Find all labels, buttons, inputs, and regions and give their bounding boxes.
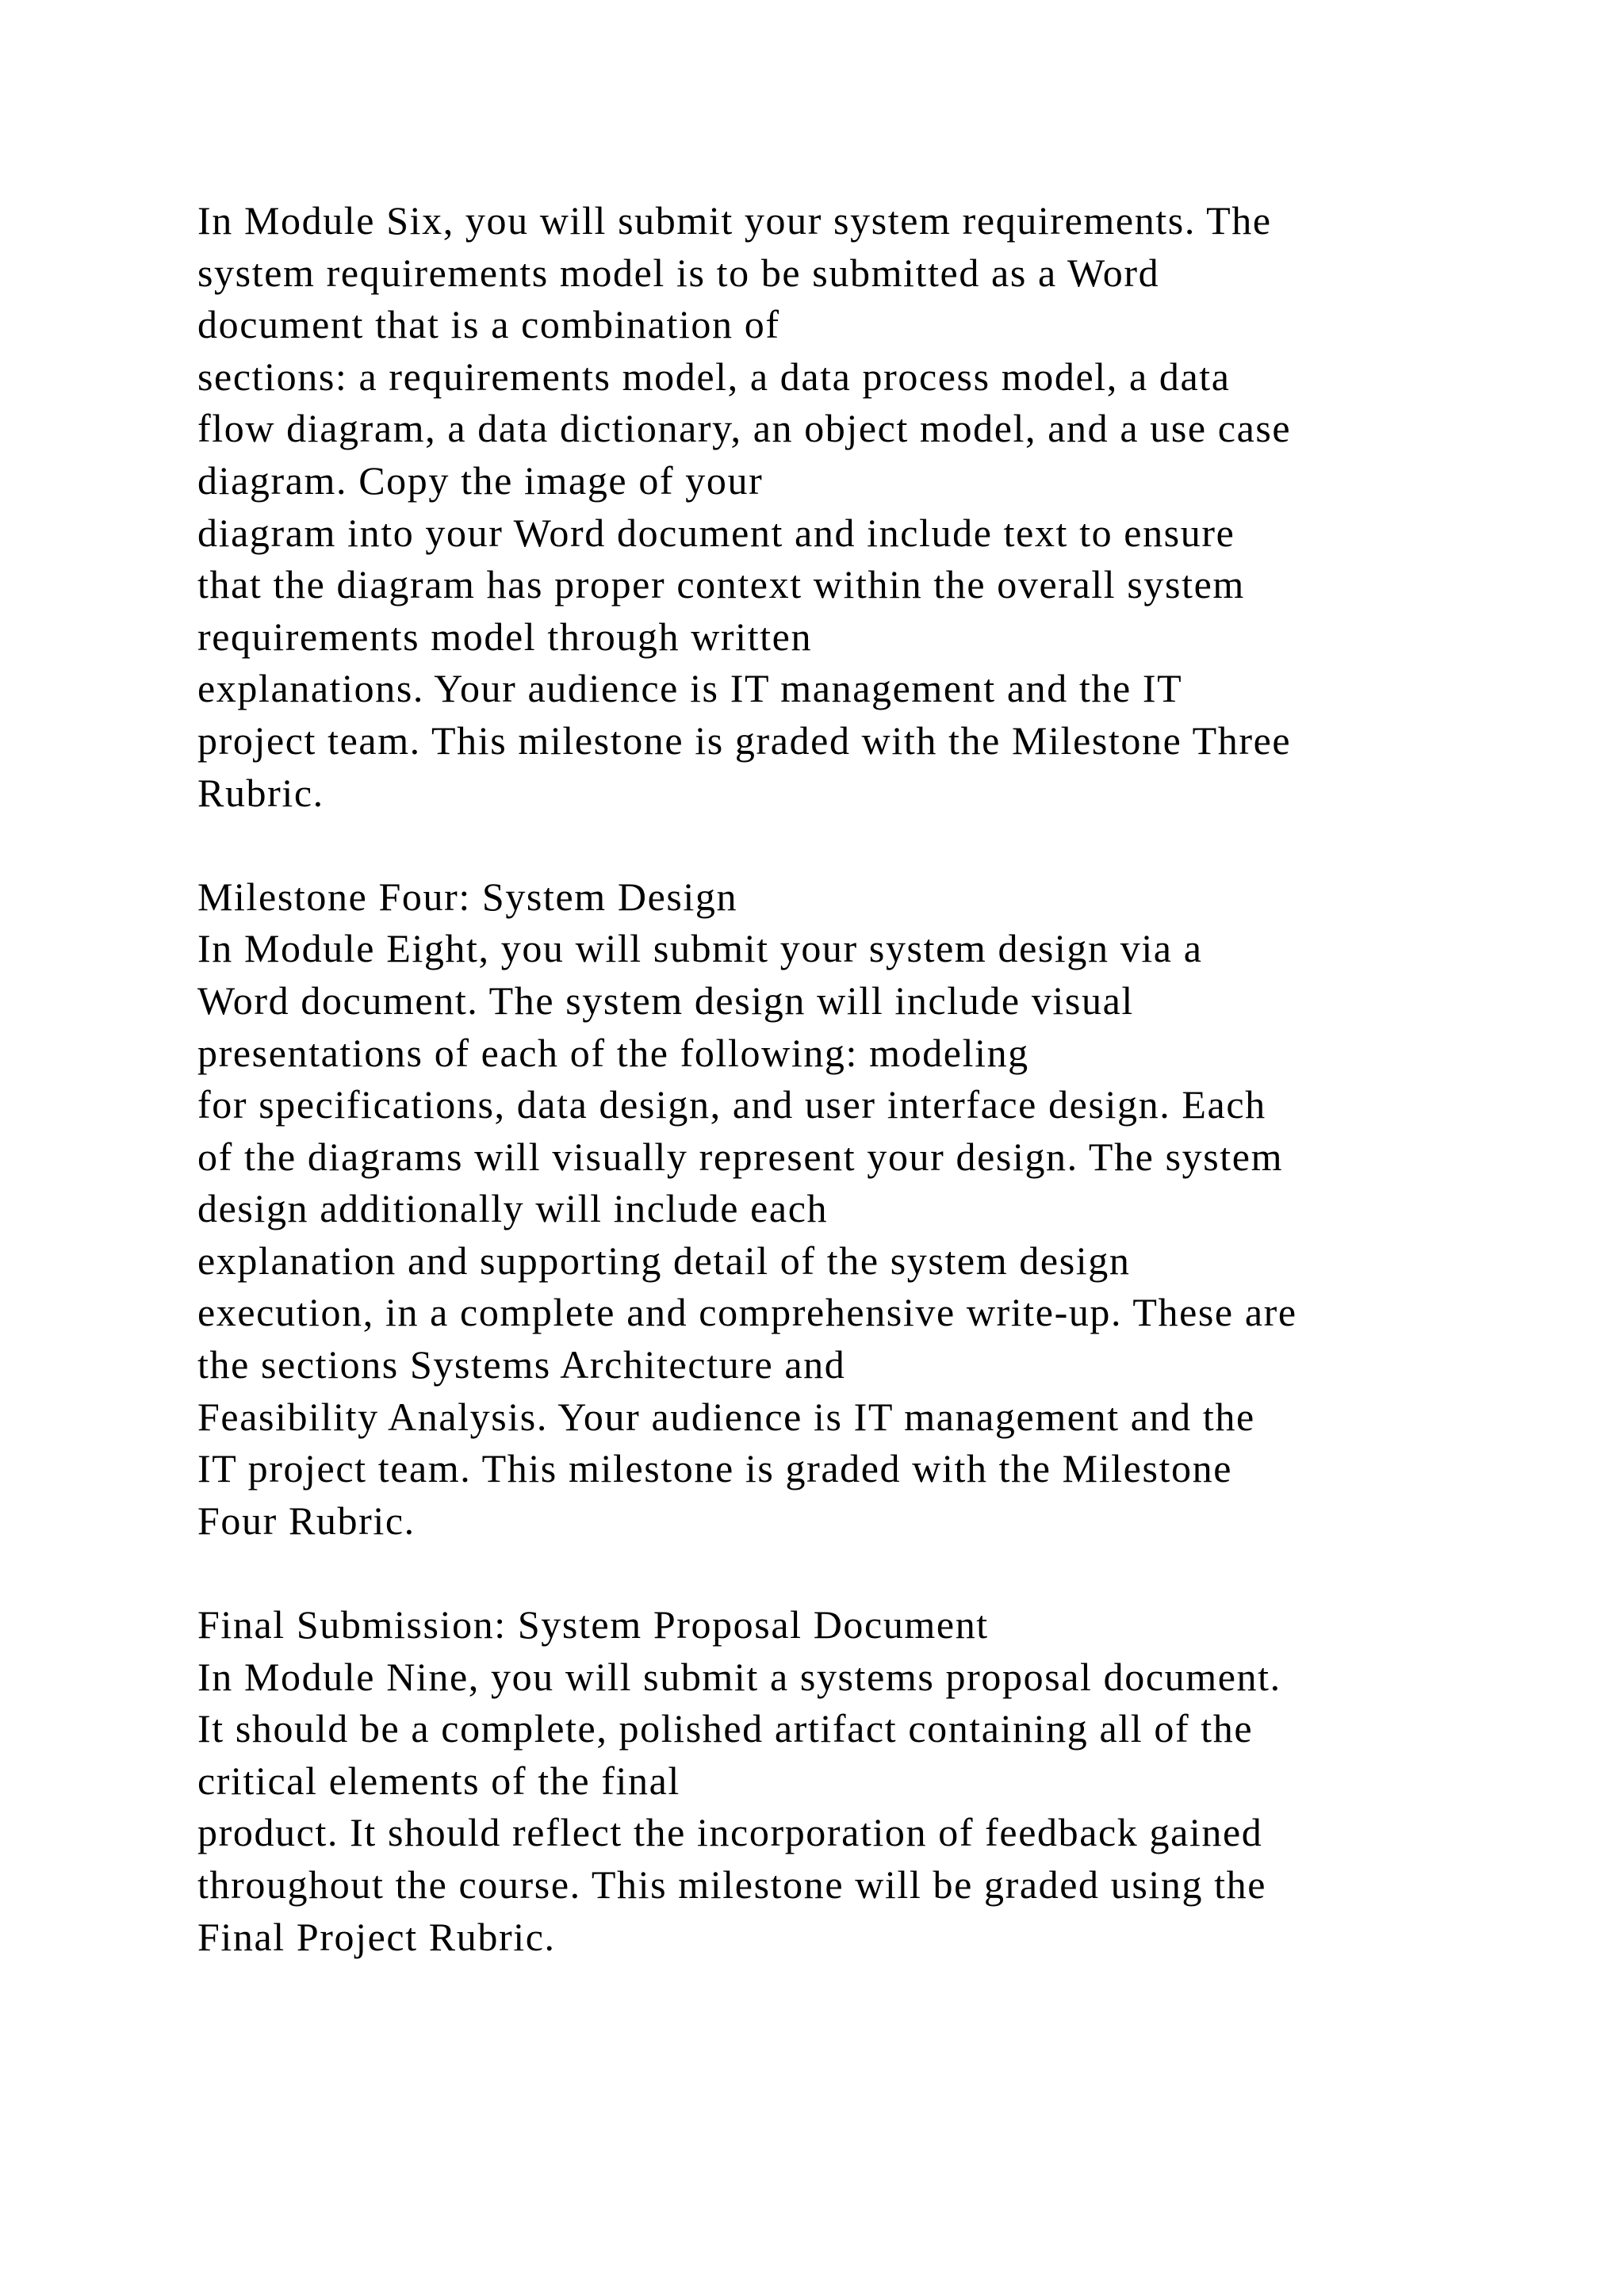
text-line: project team. This milestone is graded with the Milestone Three (197, 718, 1292, 763)
text-line: of the diagrams will visually represent your design. The system (197, 1134, 1284, 1179)
text-line: flow diagram, a data dictionary, an object model, and a use case (197, 406, 1292, 451)
text-line: execution, in a complete and comprehensive write-up. These are (197, 1290, 1297, 1335)
text-line: Final Project Rubric. (197, 1914, 556, 1959)
paragraph-spacer (197, 1547, 1561, 1599)
text-line: diagram into your Word document and include text to ensure (197, 510, 1235, 555)
text-line: system requirements model is to be submitted as a Word (197, 250, 1160, 295)
text-line: In Module Eight, you will submit your system design via a (197, 926, 1203, 971)
text-line: that the diagram has proper context within the overall system (197, 562, 1245, 607)
paragraph-final-submission (197, 1599, 1561, 1963)
text-line: In Module Six, you will submit your system requirements. The (197, 198, 1272, 243)
text-line: It should be a complete, polished artifact containing all of the (197, 1706, 1254, 1751)
text-line: Four Rubric. (197, 1498, 416, 1543)
section-heading: Milestone Four: System Design (197, 874, 738, 919)
section-heading: Final Submission: System Proposal Document (197, 1602, 989, 1647)
text-line: sections: a requirements model, a data process model, a data (197, 354, 1231, 399)
text-line: product. It should reflect the incorporation of feedback gained (197, 1810, 1263, 1855)
text-line: presentations of each of the following: modeling (197, 1030, 1029, 1075)
paragraph-spacer (197, 819, 1561, 871)
text-line: the sections Systems Architecture and (197, 1342, 846, 1387)
text-line: critical elements of the final (197, 1758, 680, 1803)
text-line: explanation and supporting detail of the system design (197, 1238, 1131, 1283)
paragraph-milestone-four (197, 871, 1561, 1548)
text-line: document that is a combination of (197, 302, 780, 347)
text-line: IT project team. This milestone is graded with the Milestone (197, 1446, 1233, 1491)
text-line: requirements model through written (197, 614, 813, 659)
paragraph-milestone-three (197, 195, 1561, 819)
text-line: Rubric. (197, 770, 324, 815)
text-line: In Module Nine, you will submit a systems proposal document. (197, 1654, 1281, 1699)
text-line: explanations. Your audience is IT management and the IT (197, 666, 1183, 711)
text-line: diagram. Copy the image of your (197, 457, 764, 503)
text-line: throughout the course. This milestone will be graded using the (197, 1862, 1267, 1907)
text-line: Feasibility Analysis. Your audience is IT management and the (197, 1394, 1255, 1439)
text-line: for specifications, data design, and user interface design. Each (197, 1082, 1266, 1127)
document-body (197, 195, 1561, 1963)
text-line: Word document. The system design will include visual (197, 978, 1134, 1023)
text-line: design additionally will include each (197, 1186, 829, 1231)
